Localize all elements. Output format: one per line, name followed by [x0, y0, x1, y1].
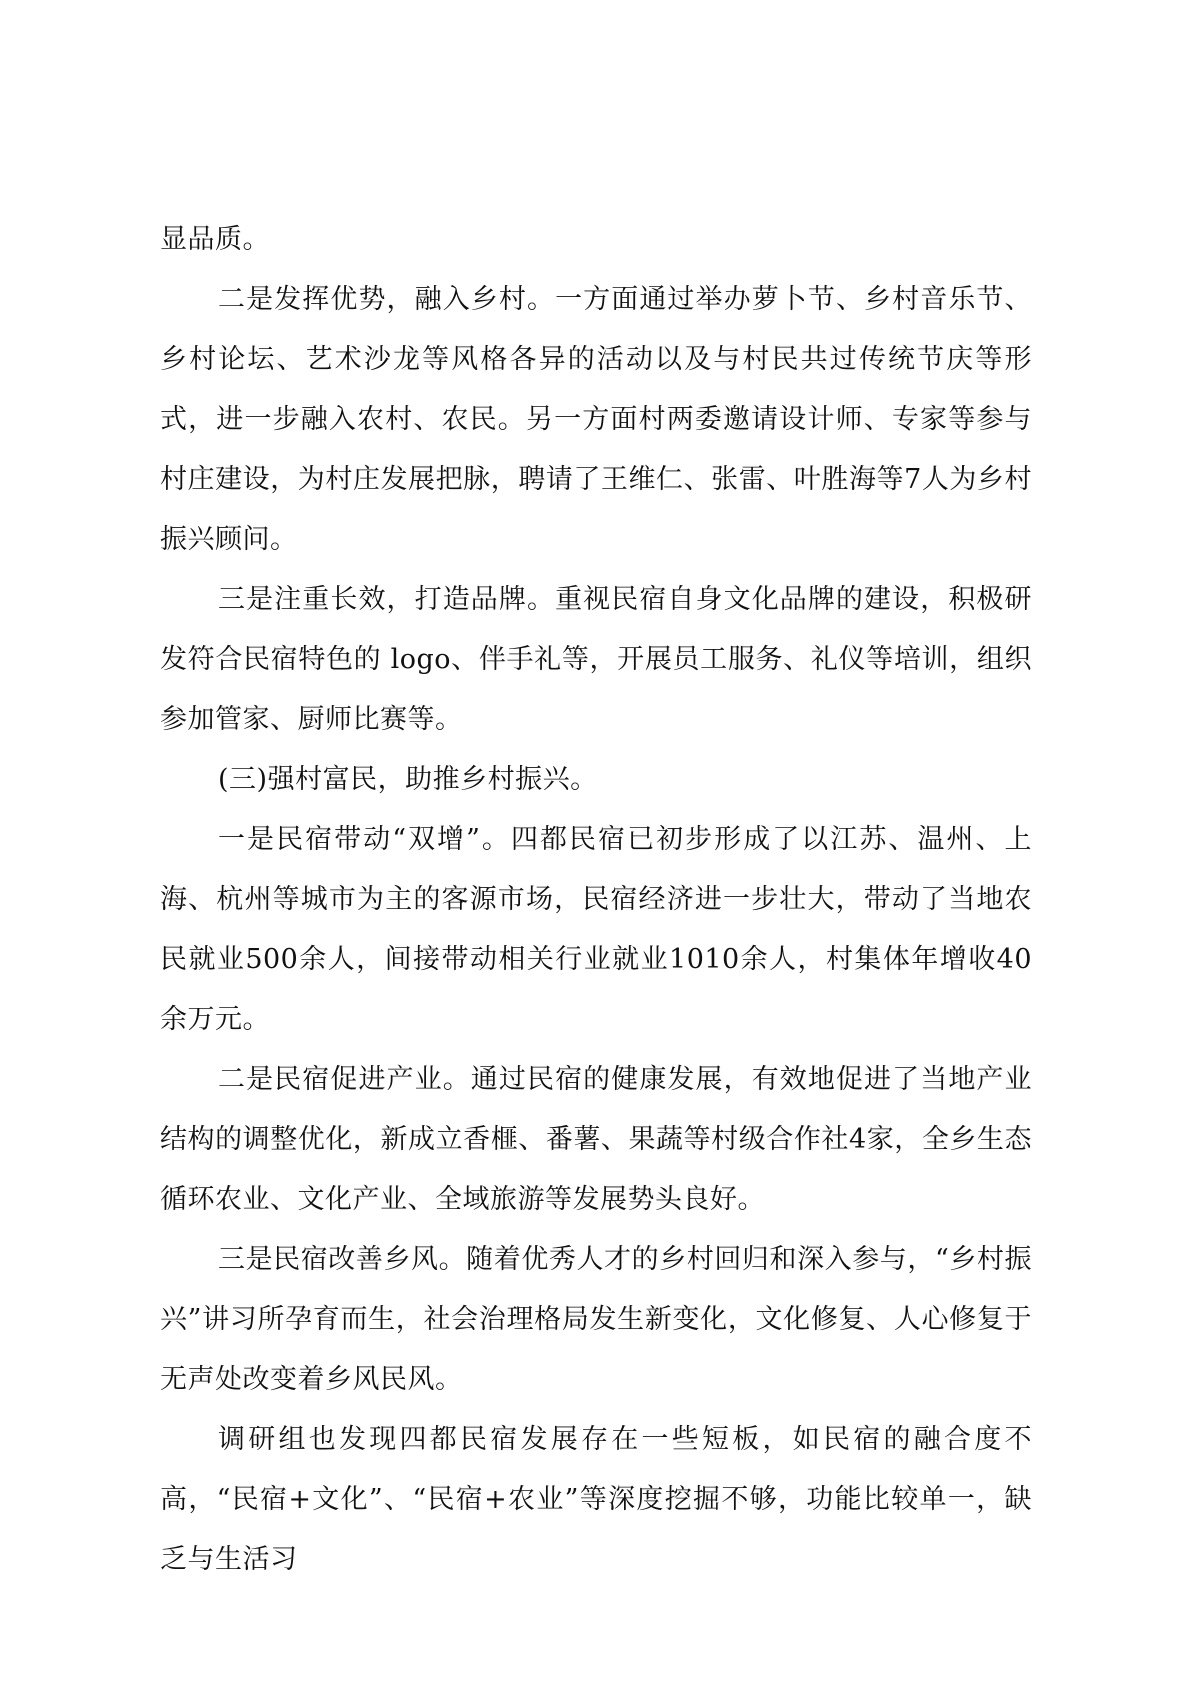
paragraph-build-brand: 三是注重长效，打造品牌。重视民宿自身文化品牌的建设，积极研发符合民宿特色的 logo、伴手礼等，开展员工服务、礼仪等培训，组织参加管家、厨师比赛等。 — [160, 584, 1032, 735]
section-heading-3: (三)强村富民，助推乡村振兴。 — [218, 764, 598, 795]
document-body — [160, 210, 1032, 1590]
paragraph-shortcomings: 调研组也发现四都民宿发展存在一些短板，如民宿的融合度不高，“民宿+文化”、“民宿+农业”等深度挖掘不够，功能比较单一，缺乏与生活习 — [160, 1424, 1032, 1575]
paragraph-promote-industry: 二是民宿促进产业。通过民宿的健康发展，有效地促进了当地产业结构的调整优化，新成立香榧、番薯、果蔬等村级合作社4家，全乡生态循环农业、文化产业、全域旅游等发展势头良好。 — [160, 1064, 1032, 1215]
paragraph-leverage-advantages: 二是发挥优势，融入乡村。一方面通过举办萝卜节、乡村音乐节、乡村论坛、艺术沙龙等风格各异的活动以及与村民共过传统节庆等形式，进一步融入农村、农民。另一方面村两委邀请设计师、专家等参与村庄建设，为村庄发展把脉，聘请了王维仁、张雷、叶胜海等7人为乡村振兴顾问。 — [160, 284, 1032, 555]
paragraph-continuation: 显品质。 — [160, 224, 270, 255]
paragraph-double-increase: 一是民宿带动“双增”。四都民宿已初步形成了以江苏、温州、上海、杭州等城市为主的客源市场，民宿经济进一步壮大，带动了当地农民就业500余人，间接带动相关行业就业1010余人，村集体年增收40余万元。 — [160, 824, 1032, 1035]
paragraph-improve-customs: 三是民宿改善乡风。随着优秀人才的乡村回归和深入参与，“乡村振兴”讲习所孕育而生，社会治理格局发生新变化，文化修复、人心修复于无声处改变着乡风民风。 — [160, 1244, 1032, 1395]
